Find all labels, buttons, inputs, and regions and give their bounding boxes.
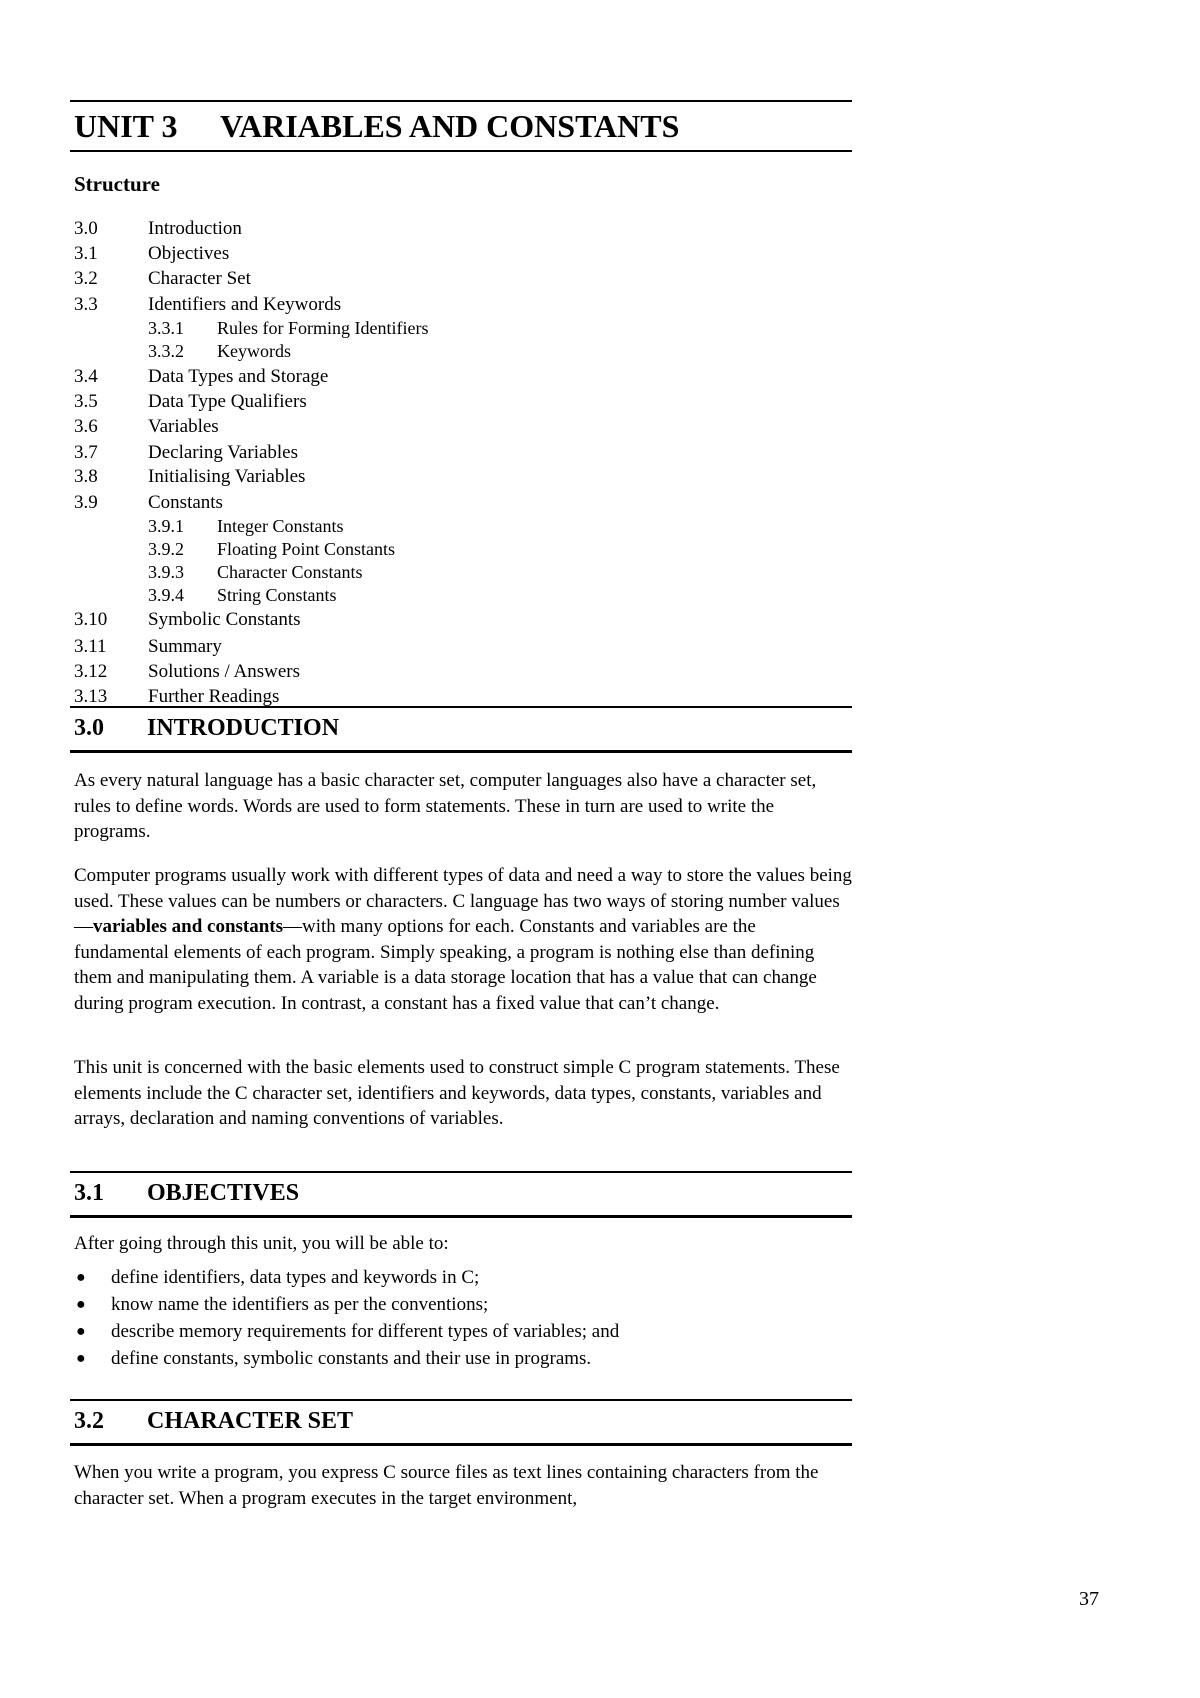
- section-heading-objectives: [70, 1171, 852, 1218]
- intro-paragraph-2-text-cont: —with many options for each. Constants and variables are the fundamental elements of each program. Simply speaking, a program is nothing else than defining them and manipulating them. A variable is a data storage location that has a value that can change during program execution. In contrast, a constant has a fixed value that can’t change.: [74, 916, 817, 1014]
- intro-paragraph-2-bold: variables and constants: [93, 916, 284, 937]
- toc-item-number: 3.1: [74, 243, 98, 264]
- intro-paragraph-2-text: Computer programs usually work with different types of data and need a way to store the values being used. These values can be numbers or characters. C language has two ways of storing number values—: [74, 865, 852, 937]
- objective-text: know name the identifiers as per the conventions;: [111, 1294, 489, 1315]
- section-number: 3.0: [74, 715, 104, 741]
- section-title: CHARACTER SET: [147, 1408, 354, 1434]
- toc-item-title: Objectives: [148, 243, 230, 264]
- toc-item-number: 3.2: [74, 268, 98, 289]
- unit-number: UNIT 3: [74, 108, 178, 144]
- section-heading-introduction: [70, 706, 852, 753]
- structure-heading: Structure: [74, 172, 160, 196]
- toc-item-number: 3.9.2: [148, 539, 184, 559]
- objectives-list: [74, 1264, 854, 1372]
- toc-item-number: 3.3: [74, 294, 98, 315]
- toc-item-title: String Constants: [217, 585, 337, 605]
- section-title: OBJECTIVES: [147, 1180, 300, 1206]
- toc-item-title: Data Types and Storage: [148, 366, 329, 387]
- objective-item: [74, 1318, 854, 1345]
- toc-item-number: 3.8: [74, 466, 98, 487]
- page-number: 37: [1079, 1588, 1099, 1610]
- toc-item-title: Rules for Forming Identifiers: [217, 318, 429, 338]
- toc-item-number: 3.3.1: [148, 318, 184, 338]
- bullet-icon: ●: [76, 1323, 86, 1340]
- toc-item-number: 3.13: [74, 686, 108, 707]
- toc-item-title: Summary: [148, 636, 222, 657]
- toc-item-title: Identifiers and Keywords: [148, 294, 342, 315]
- toc-item-number: 3.9.3: [148, 562, 184, 582]
- toc-item-title: Keywords: [217, 341, 291, 361]
- bullet-icon: ●: [76, 1350, 86, 1367]
- toc-item-number: 3.7: [74, 442, 98, 463]
- toc-item-number: 3.4: [74, 366, 98, 387]
- toc-item-title: Floating Point Constants: [217, 539, 396, 559]
- toc-item-number: 3.3.2: [148, 341, 184, 361]
- objective-item: [74, 1291, 854, 1318]
- toc-item-number: 3.9.1: [148, 516, 184, 536]
- unit-header: [70, 100, 852, 152]
- toc-item-title: Character Constants: [217, 562, 363, 582]
- toc-item-title: Initialising Variables: [148, 466, 306, 487]
- bullet-icon: ●: [76, 1296, 86, 1313]
- toc-item-title: Solutions / Answers: [148, 661, 301, 682]
- toc-item-title: Integer Constants: [217, 516, 344, 536]
- intro-paragraph-3: This unit is concerned with the basic elements used to construct simple C program statements. These elements include the C character set, identifiers and keywords, data types, constants, variables and arrays, declaration and naming conventions of variables.: [74, 1057, 840, 1129]
- toc-item-title: Character Set: [148, 268, 251, 289]
- toc-item-number: 3.9.4: [148, 585, 184, 605]
- toc-item-title: Symbolic Constants: [148, 609, 301, 630]
- charset-paragraph-1: When you write a program, you express C source files as text lines containing characters from the character set. When a program executes in the target environment,: [74, 1462, 819, 1509]
- objectives-lead: After going through this unit, you will be able to:: [74, 1233, 449, 1254]
- unit-title: VARIABLES AND CONSTANTS: [220, 108, 680, 144]
- toc-item-number: 3.6: [74, 416, 98, 437]
- objective-text: define identifiers, data types and keywords in C;: [111, 1267, 480, 1288]
- objective-text: describe memory requirements for different types of variables; and: [111, 1321, 620, 1342]
- toc-item-number: 3.5: [74, 391, 98, 412]
- toc-item-number: 3.11: [74, 636, 107, 657]
- toc-item-title: Further Readings: [148, 686, 280, 707]
- toc-item-number: 3.0: [74, 218, 98, 239]
- objective-item: [74, 1264, 854, 1291]
- toc-item-number: 3.10: [74, 609, 108, 630]
- section-number: 3.2: [74, 1408, 104, 1434]
- section-heading-character-set: [70, 1399, 852, 1446]
- intro-paragraph-1: As every natural language has a basic character set, computer languages also have a character set, rules to define words. Words are used to form statements. These in turn are used to write the programs.: [74, 770, 817, 842]
- toc-item-title: Variables: [148, 416, 219, 437]
- intro-paragraph-2: [74, 863, 854, 1016]
- objective-text: define constants, symbolic constants and their use in programs.: [111, 1348, 592, 1369]
- toc-item-number: 3.9: [74, 492, 98, 513]
- section-number: 3.1: [74, 1180, 104, 1206]
- bullet-icon: ●: [76, 1269, 86, 1286]
- toc-item-title: Data Type Qualifiers: [148, 391, 307, 412]
- toc-item-title: Declaring Variables: [148, 442, 299, 463]
- toc-item-title: Introduction: [148, 218, 242, 239]
- objective-item: [74, 1345, 854, 1372]
- toc-item-number: 3.12: [74, 661, 108, 682]
- section-title: INTRODUCTION: [147, 715, 340, 741]
- toc-item-title: Constants: [148, 492, 223, 513]
